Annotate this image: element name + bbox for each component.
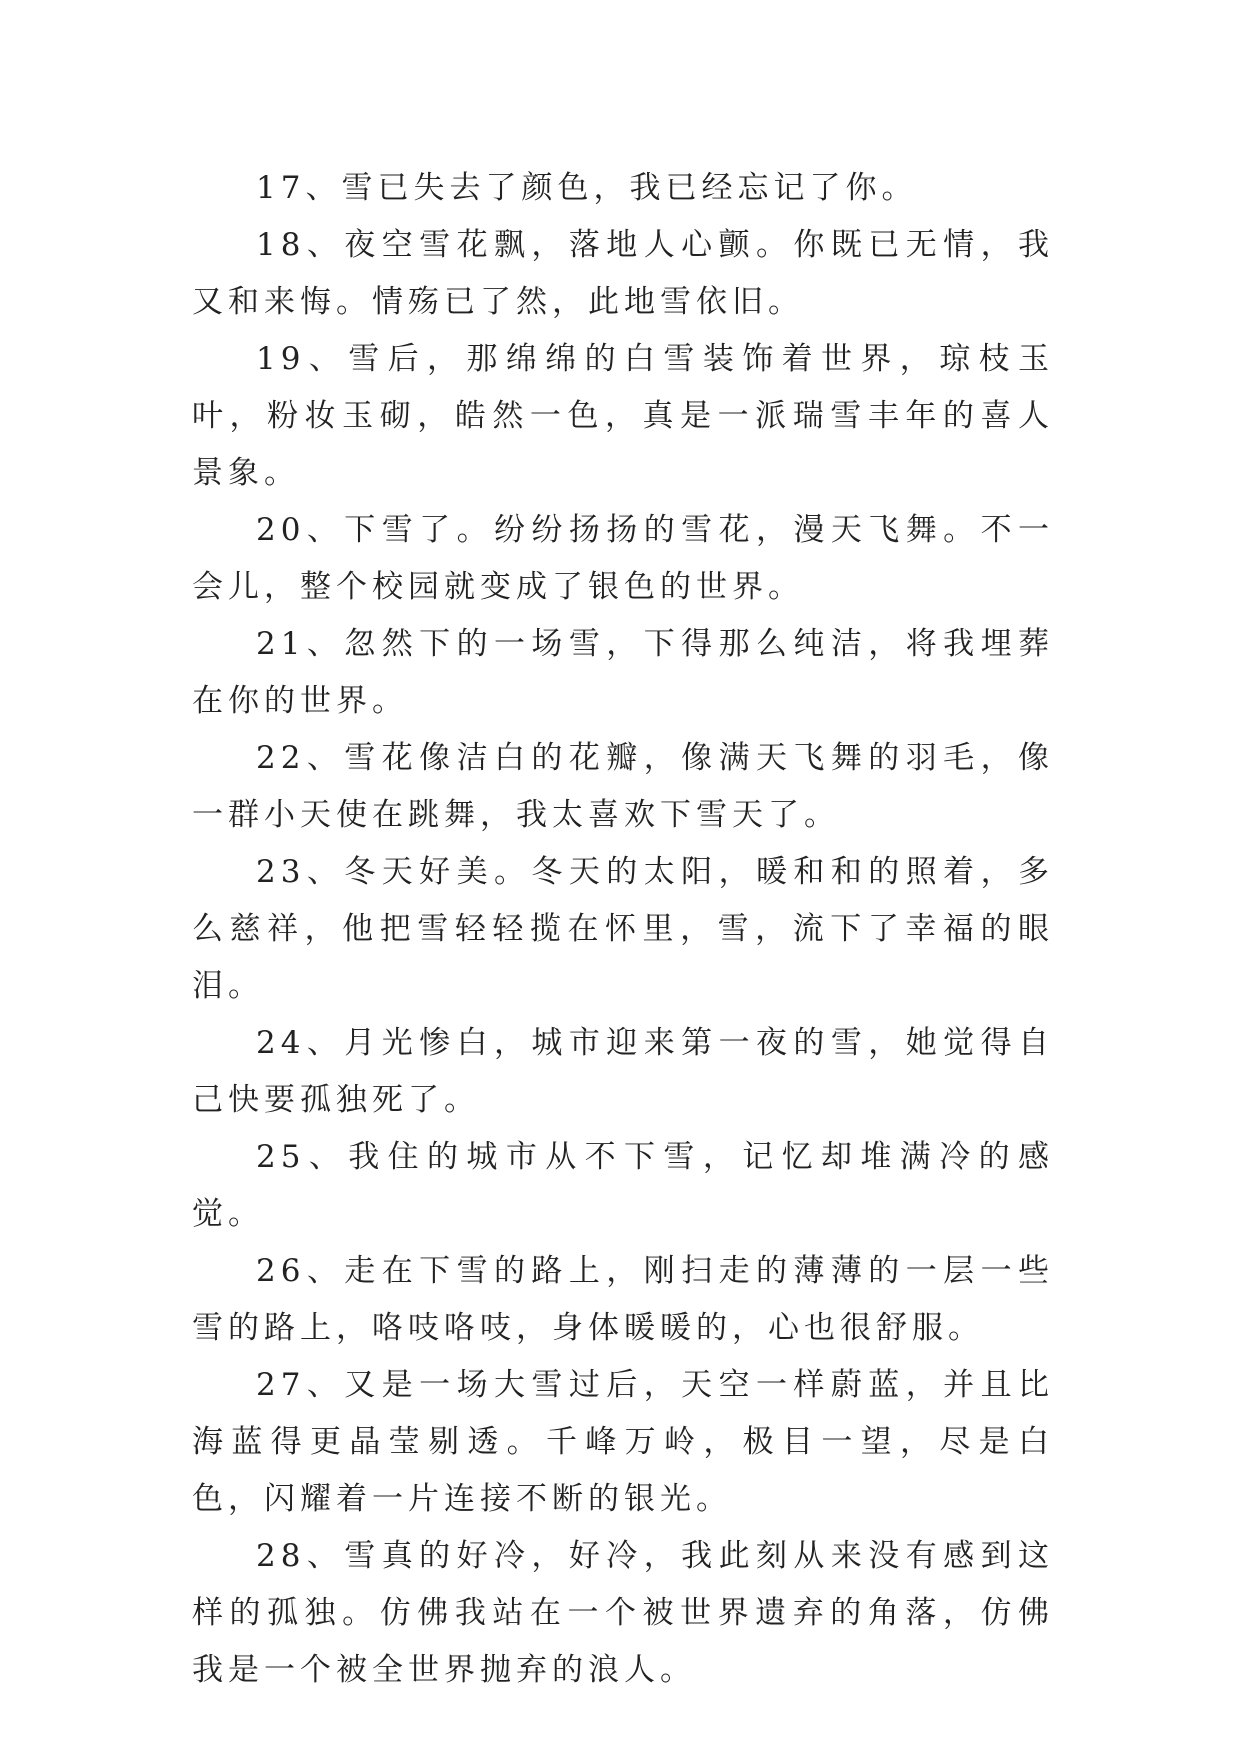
paragraph-27: 27、又是一场大雪过后，天空一样蔚蓝，并且比海蓝得更晶莹剔透。千峰万岭，极目一望，尽是白色，闪耀着一片连接不断的银光。 bbox=[192, 1367, 1054, 1517]
paragraph-26: 26、走在下雪的路上，刚扫走的薄薄的一层一些雪的路上，咯吱咯吱，身体暖暖的，心也很舒服。 bbox=[192, 1253, 1054, 1346]
paragraph-25: 25、我住的城市从不下雪，记忆却堆满冷的感觉。 bbox=[192, 1139, 1054, 1232]
paragraph-28: 28、雪真的好冷，好冷，我此刻从来没有感到这样的孤独。仿佛我站在一个被世界遗弃的角落，仿佛我是一个被全世界抛弃的浪人。 bbox=[192, 1538, 1054, 1688]
paragraph-19: 19、雪后，那绵绵的白雪装饰着世界，琼枝玉叶，粉妆玉砌，皓然一色，真是一派瑞雪丰年的喜人景象。 bbox=[192, 341, 1054, 491]
paragraph-17: 17、雪已失去了颜色，我已经忘记了你。 bbox=[256, 170, 918, 206]
paragraph-21: 21、忽然下的一场雪，下得那么纯洁，将我埋葬在你的世界。 bbox=[192, 626, 1054, 719]
paragraph-24: 24、月光惨白，城市迎来第一夜的雪，她觉得自己快要孤独死了。 bbox=[192, 1025, 1054, 1118]
paragraph-23: 23、冬天好美。冬天的太阳，暖和和的照着，多么慈祥，他把雪轻轻揽在怀里，雪，流下了幸福的眼泪。 bbox=[192, 854, 1054, 1004]
paragraph-18: 18、夜空雪花飘，落地人心颤。你既已无情，我又和来悔。情殇已了然，此地雪依旧。 bbox=[192, 227, 1054, 320]
paragraph-20: 20、下雪了。纷纷扬扬的雪花，漫天飞舞。不一会儿，整个校园就变成了银色的世界。 bbox=[192, 512, 1054, 605]
paragraph-22: 22、雪花像洁白的花瓣，像满天飞舞的羽毛，像一群小天使在跳舞，我太喜欢下雪天了。 bbox=[192, 740, 1054, 833]
document-body bbox=[192, 160, 1054, 1699]
